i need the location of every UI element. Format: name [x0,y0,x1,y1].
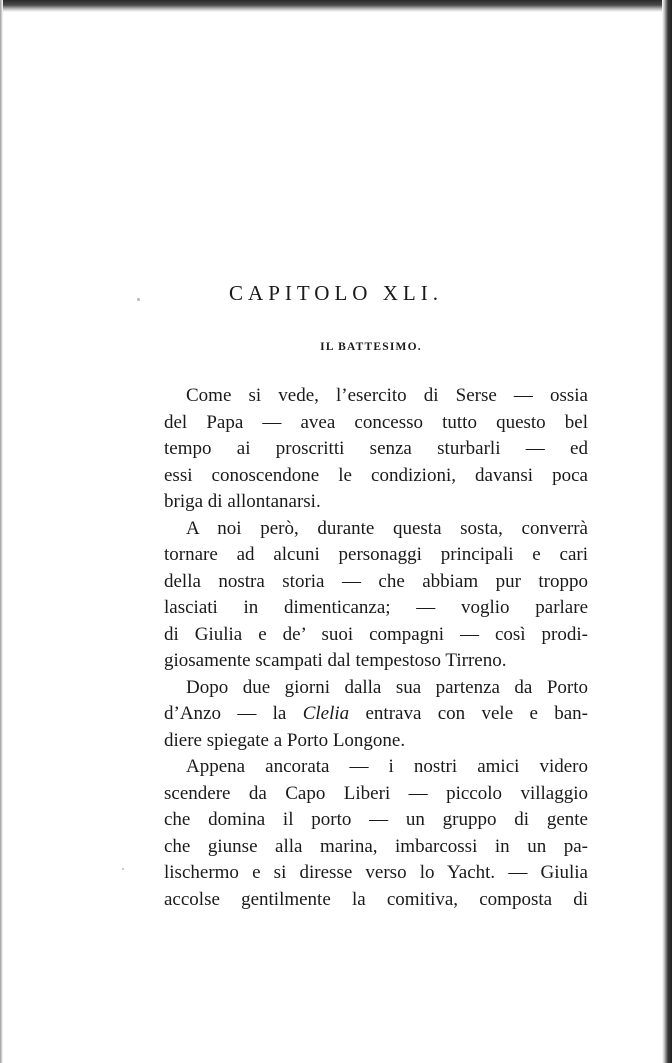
text-line-with-italic [164,701,588,728]
chapter-body [164,383,588,913]
text-segment: entrava con vele e ban- [365,703,589,724]
chapter-subtitle: IL BATTESIMO. [320,341,422,353]
text-line: briga di allontanarsi. [164,491,321,512]
text-line: che giunse alla marina, imbarcossi in un pa- [164,835,588,857]
text-line: del Papa — avea concesso tutto questo bel [164,411,588,433]
text-line: Dopo due giorni dalla sua partenza da Porto [186,676,588,698]
text-line: di Giulia e de’ suoi compagni — così prodi- [164,623,588,645]
text-line: scendere da Capo Liberi — piccolo villaggio [164,782,588,804]
text-segment: d’Anzo — la [164,703,287,724]
text-line: tempo ai proscritti senza sturbarli — ed [164,438,588,459]
text-line: diere spiegate a Porto Longone. [164,729,406,751]
text-line: tornare ad alcuni personaggi principali e cari [164,544,588,565]
text-line: Appena ancorata — i nostri amici videro [186,756,588,777]
chapter-title: CAPITOLO XLI. [229,281,443,305]
scan-right-edge [662,0,672,1063]
ship-name: Clelia [302,703,350,724]
text-line: essi conoscendone le condizioni, davansi poca [164,464,588,486]
text-line: A noi però, durante questa sosta, converrà [186,517,588,539]
text-line: Come si vede, l’esercito di Serse — ossia [186,385,588,406]
text-line: lischermo e si diresse verso lo Yacht. — Giulia [164,862,588,883]
text-line: giosamente scampati dal tempestoso Tirreno. [164,650,507,671]
text-line: che domina il porto — un gruppo di gente [164,809,588,830]
ink-speck [122,868,124,870]
text-line: lasciati in dimenticanza; — voglio parlare [164,597,588,618]
text-line: della nostra storia — che abbiam pur troppo [164,570,588,592]
text-line: accolse gentilmente la comitiva, composta di [164,888,588,910]
